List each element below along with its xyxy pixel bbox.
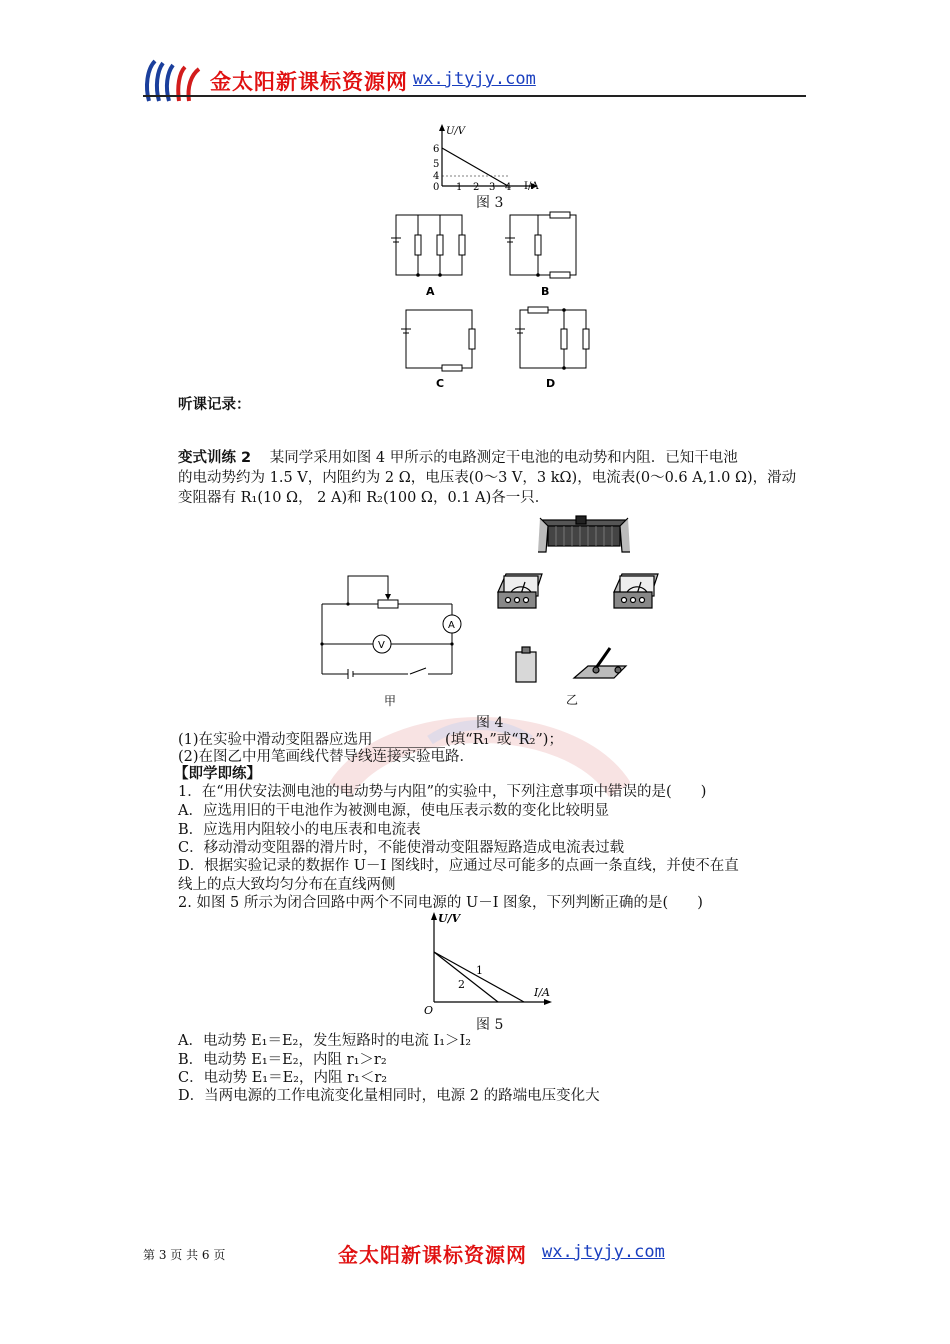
q1-stem: 1．在“用伏安法测电池的电动势与内阻”的实验中，下列注意事项中错误的是( ) xyxy=(178,784,707,800)
q1-option: A．应选用旧的干电池作为被测电源，使电压表示数的变化比较明显 xyxy=(178,803,609,819)
fig3-ytick: 5 xyxy=(433,159,440,170)
q1-option: B．应选用内阻较小的电压表和电流表 xyxy=(178,822,421,838)
footer-site-name: 金太阳新课标资源网 xyxy=(338,1243,527,1267)
fig3-option-label: C xyxy=(436,377,445,390)
fig5-line2-label: 2 xyxy=(458,978,465,991)
site-logo-icon xyxy=(143,57,207,105)
fig3-xtick: 2 xyxy=(473,182,480,193)
fig3-option-label: B xyxy=(541,285,550,298)
note-label: 听课记录： xyxy=(178,397,251,413)
exercise2-title: 变式训练 2 xyxy=(178,450,252,466)
fig3-xtick: 1 xyxy=(456,182,463,193)
q1-option: D．根据实验记录的数据作 U－I 图线时，应通过尽可能多的点画一条直线，并使不在直 xyxy=(178,858,739,874)
fig3-xtick: 4 xyxy=(505,182,512,193)
fig4-meter-v: V xyxy=(378,640,385,651)
q1-option: C．移动滑动变阻器的滑片时，不能使滑动变阻器短路造成电流表过载 xyxy=(178,840,625,856)
figure-4-equipment xyxy=(492,512,672,688)
figure-3-circuit-options xyxy=(380,205,600,395)
exercise2-line: 的电动势约为 1.5 V，内阻约为 2 Ω，电压表(0～3 V，3 kΩ)，电流表(0～0.6 A,1.0 Ω)，滑动 xyxy=(178,470,797,486)
exercise2-line xyxy=(178,449,738,468)
exercise2-question: (2)在图乙中用笔画线代替导线连接实验电路． xyxy=(178,749,475,765)
fig3-option-label: D xyxy=(546,377,556,390)
fig5-ylabel: U/V xyxy=(438,912,461,925)
fig3-ytick: 4 xyxy=(433,171,440,182)
exercise2-line: 变阻器有 R₁(10 Ω， 2 A)和 R₂(100 Ω，0.1 A)各一只． xyxy=(178,490,550,506)
fig3-xtick: 3 xyxy=(489,182,496,193)
section-title: 【即学即练】 xyxy=(174,766,261,782)
fig4-meter-a: A xyxy=(448,620,455,631)
exercise2-text: 某同学采用如图 4 甲所示的电路测定干电池的电动势和内阻．已知干电池 xyxy=(269,450,738,466)
figure-5-graph xyxy=(418,908,568,1016)
header-site-name: 金太阳新课标资源网 xyxy=(210,69,408,94)
fig3-ylabel: U/V xyxy=(446,126,466,137)
q2-option: A．电动势 E₁＝E₂，发生短路时的电流 I₁＞I₂ xyxy=(178,1033,472,1049)
fig5-origin: O xyxy=(424,1004,434,1016)
fig5-xlabel: I/A xyxy=(534,986,550,999)
q2-option: C．电动势 E₁＝E₂，内阻 r₁＜r₂ xyxy=(178,1070,388,1086)
fig3-xlabel: I/A xyxy=(524,181,539,192)
header-url-link[interactable]: wx.jtyjy.com xyxy=(413,69,536,89)
figure-4-caption: 图 4 xyxy=(476,715,504,731)
q2-stem: 2. 如图 5 所示为闭合回路中两个不同电源的 U－I 图象，下列判断正确的是( ) xyxy=(178,895,703,911)
fig3-xtick: 0 xyxy=(433,182,440,193)
footer-url-link[interactable]: wx.jtyjy.com xyxy=(542,1242,665,1262)
exercise2-question: (1)在实验中滑动变阻器应选用__________(填“R₁”或“R₂”)； xyxy=(178,732,563,748)
fig4-label-yi: 乙 xyxy=(566,693,579,707)
fig3-ytick: 6 xyxy=(433,144,440,155)
fig5-line1-label: 1 xyxy=(476,964,483,977)
figure-5-caption: 图 5 xyxy=(476,1017,504,1033)
figure-3-graph xyxy=(418,122,558,194)
q2-option: B．电动势 E₁＝E₂，内阻 r₁＞r₂ xyxy=(178,1052,387,1068)
header-divider xyxy=(143,95,806,97)
q1-option: 线上的点大致均匀分布在直线两侧 xyxy=(178,877,396,893)
q2-option: D．当两电源的工作电流变化量相同时，电源 2 的路端电压变化大 xyxy=(178,1088,600,1104)
fig4-label-jia: 甲 xyxy=(384,694,397,708)
footer-page-info: 第 3 页 共 6 页 xyxy=(143,1248,226,1262)
fig3-option-label: A xyxy=(426,285,435,298)
figure-4-circuit xyxy=(318,570,463,686)
figure-3-caption: 图 3 xyxy=(476,195,504,211)
